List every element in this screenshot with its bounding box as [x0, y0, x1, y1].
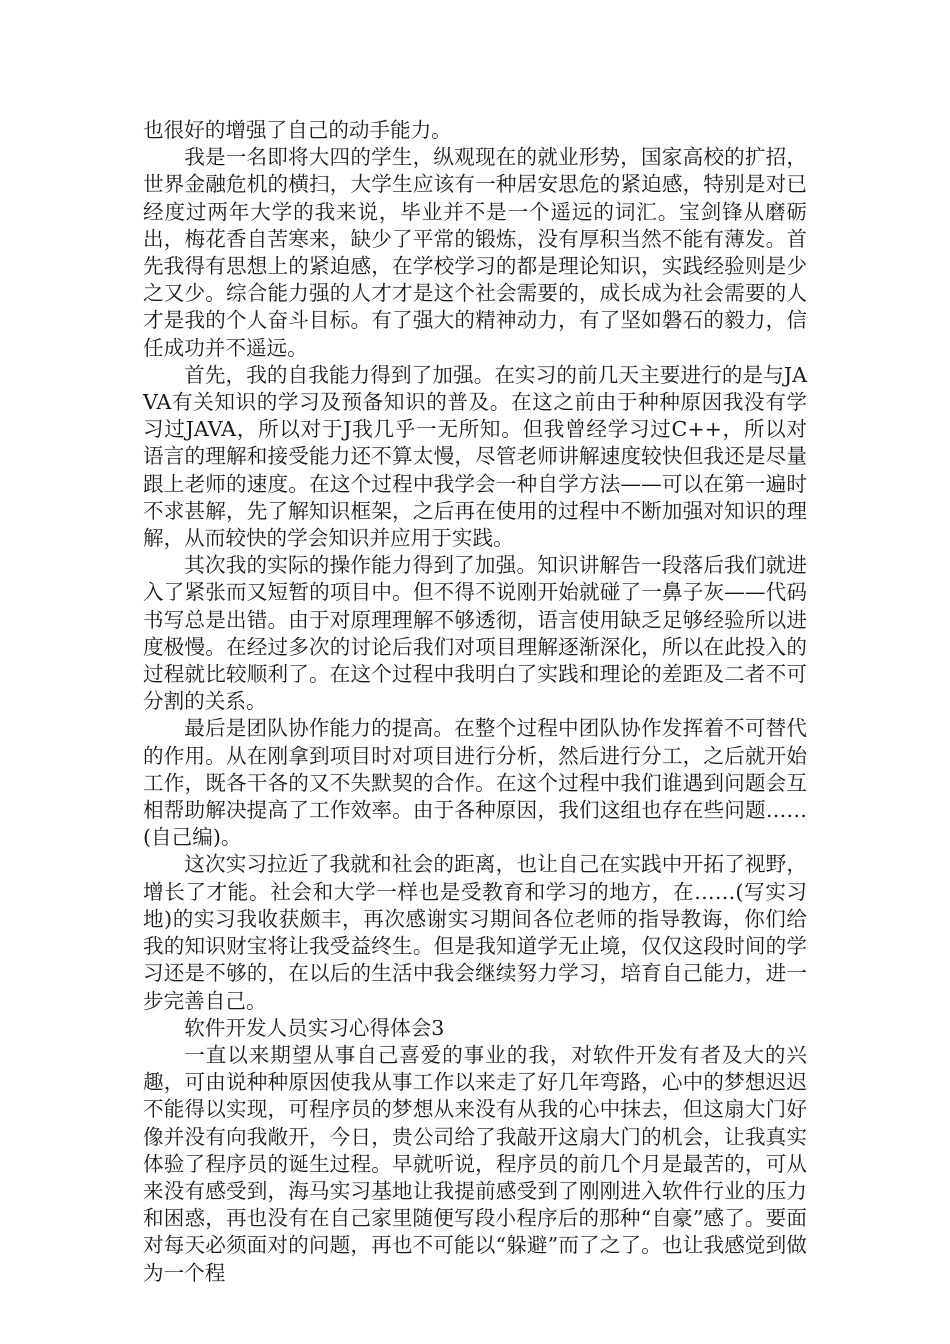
paragraph-practical-ability: 其次我的实际的操作能力得到了加强。知识讲解告一段落后我们就进入了紧张而又短暂的项目中。但不得不说刚开始就碰了一鼻子灰——代码书写总是出错。由于对原理理解不够透彻，语言使用缺乏足够经验所以进度极慢。在经过多次的讨论后我们对项目理解逐渐深化，所以在此投入的过程就比较顺利了。在这个过程中我明白了实践和理论的差距及二者不可分割的关系。	[143, 553, 807, 714]
paragraph-programmer-dream: 一直以来期望从事自己喜爱的事业的我，对软件开发有者及大的兴趣，可由说种种原因使我从事工作以来走了好几年弯路，心中的梦想迟迟不能得以实现，可程序员的梦想从来没有从我的心中抹去，但这扇大门好像并没有向我敞开，今日，贵公司给了我敲开这扇大门的机会，让我真实体验了程序员的诞生过程。早就听说，程序员的前几个月是最苦的，可从来没有感受到，海马实习基地让我提前感受到了刚刚进入软件行业的压力和困惑，再也没有在自己家里随便写段小程序后的那种“自豪”感了。要面对每天必须面对的问题，再也不可能以“躲避”而了之了。也让我感觉到做为一个程	[143, 1042, 807, 1285]
paragraph-summary: 这次实习拉近了我就和社会的距离，也让自己在实践中开拓了视野，增长了才能。社会和大学一样也是受教育和学习的地方，在……(写实习地)的实习我收获颇丰，再次感谢实习期间各位老师的指导教诲，你们给我的知识财宝将让我受益终生。但是我知道学无止境，仅仅这段时间的学习还是不够的，在以后的生活中我会继续努力学习，培育自己能力，进一步完善自己。	[143, 852, 807, 1013]
paragraph-teamwork: 最后是团队协作能力的提高。在整个过程中团队协作发挥着不可替代的作用。从在刚拿到项目时对项目进行分析，然后进行分工，之后就开始工作，既各干各的又不失默契的合作。在这个过程中我们谁遇到问题会互相帮助解决提高了工作效率。由于各种原因，我们这组也存在些问题……(自己编)。	[143, 716, 807, 850]
paragraph-self-ability: 首先，我的自我能力得到了加强。在实习的前几天主要进行的是与JAVA有关知识的学习及预备知识的普及。在这之前由于种种原因我没有学习过JAVA，所以对于J我几乎一无所知。但我曾经学习过C++，所以对语言的理解和接受能力还不算太慢，尽管老师讲解速度较快但我还是尽量跟上老师的速度。在这个过程中我学会一种自学方法——可以在第一遍时不求甚解，先了解知识框架，之后再在使用的过程中不断加强对知识的理解，从而较快的学会知识并应用于实践。	[143, 362, 807, 551]
paragraph-job-urgency: 我是一名即将大四的学生，纵观现在的就业形势，国家高校的扩招，世界金融危机的横扫，大学生应该有一种居安思危的紧迫感，特别是对已经度过两年大学的我来说，毕业并不是一个遥远的词汇。宝剑锋从磨砺出，梅花香自苦寒来，缺少了平常的锻炼，没有厚积当然不能有薄发。首先我得有思想上的紧迫感，在学校学习的都是理论知识，实践经验则是少之又少。综合能力强的人才才是这个社会需要的，成长成为社会需要的人才是我的个人奋斗目标。有了强大的精神动力，有了坚如磐石的毅力，信任成功并不遥远。	[143, 145, 807, 360]
paragraph-continuation: 也很好的增强了自己的动手能力。	[143, 118, 452, 142]
document-page	[143, 117, 807, 1287]
section-heading: 软件开发人员实习心得体会3	[184, 1015, 445, 1040]
